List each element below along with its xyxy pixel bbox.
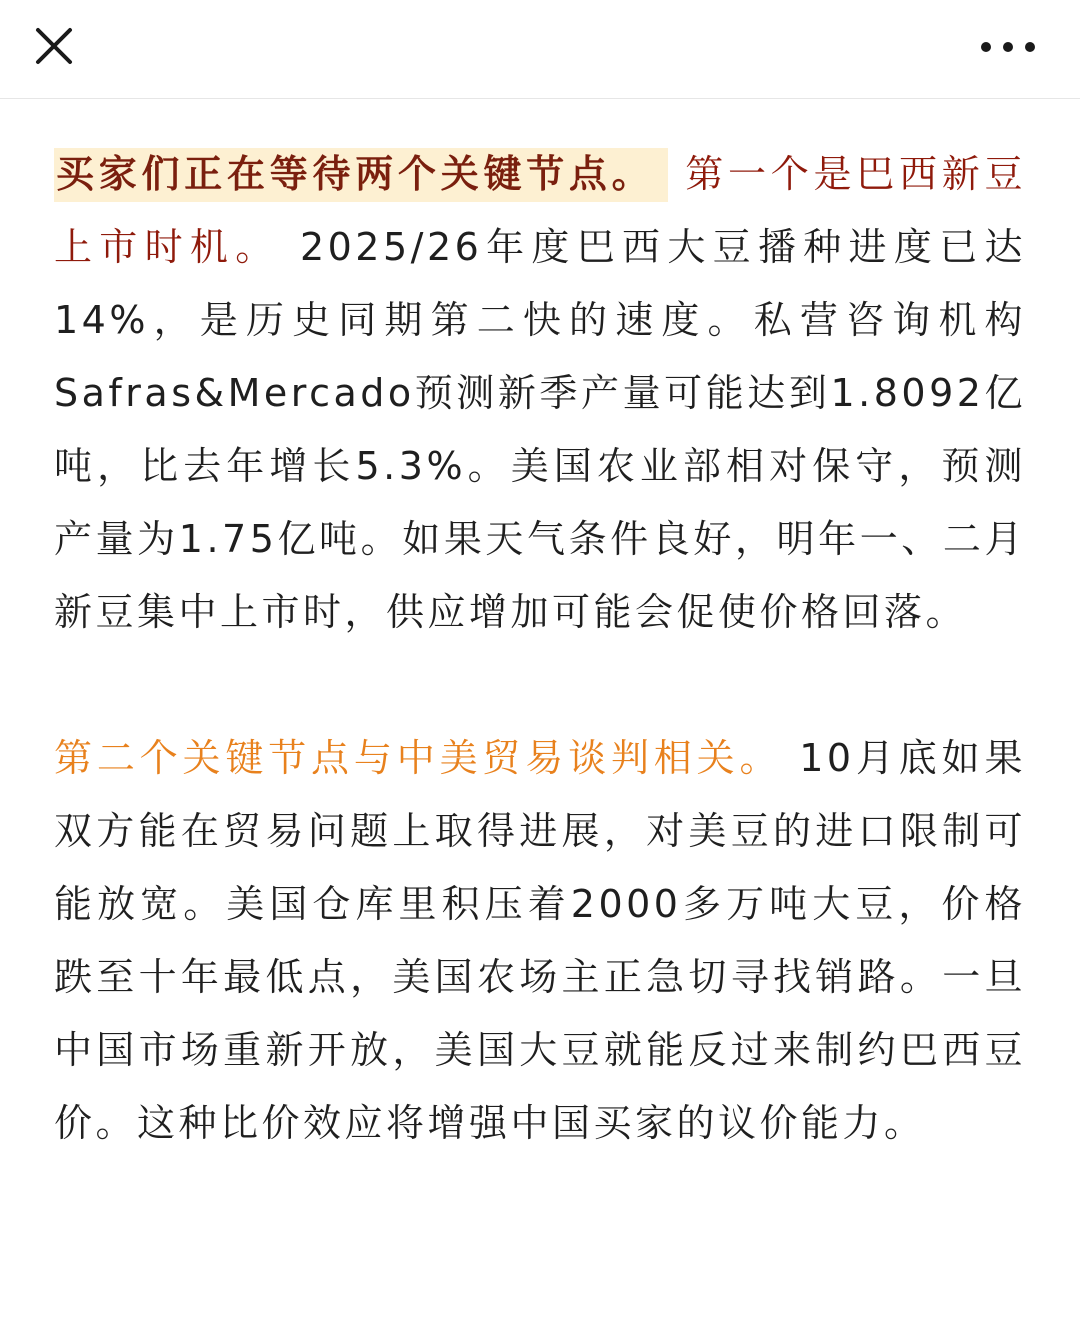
more-options-button[interactable] <box>976 28 1040 68</box>
article-body <box>54 138 1026 1160</box>
close-icon <box>28 20 80 72</box>
highlight-key-nodes: 买家们正在等待两个关键节点。 <box>54 148 668 202</box>
paragraph-brazil <box>54 138 1026 649</box>
lead-brazil-timing: 第一个是巴西新豆上市时机。 <box>54 152 1026 269</box>
paragraph-text: 10月底如果双方能在贸易问题上取得进展，对美豆的进口限制可能放宽。美国仓库里积压着2000多万吨大豆，价格跌至十年最低点，美国农场主正急切寻找销路。一旦中国市场重新开放，美国大豆就能反过来制约巴西豆价。这种比价效应将增强中国买家的议价能力。 <box>54 736 1026 1145</box>
paragraph-trade <box>54 722 1026 1160</box>
top-navigation-bar <box>0 0 1080 99</box>
paragraph-text: 2025/26年度巴西大豆播种进度已达14%，是历史同期第二快的速度。私营咨询机构Safras&Mercado预测新季产量可能达到1.8092亿吨，比去年增长5.3%。美国农业部相对保守，预测产量为1.75亿吨。如果天气条件良好，明年一、二月新豆集中上市时，供应增加可能会促使价格回落。 <box>54 225 1026 634</box>
more-icon <box>976 28 1040 68</box>
lead-trade-talks: 第二个关键节点与中美贸易谈判相关。 <box>54 736 783 780</box>
close-button[interactable] <box>28 20 80 72</box>
